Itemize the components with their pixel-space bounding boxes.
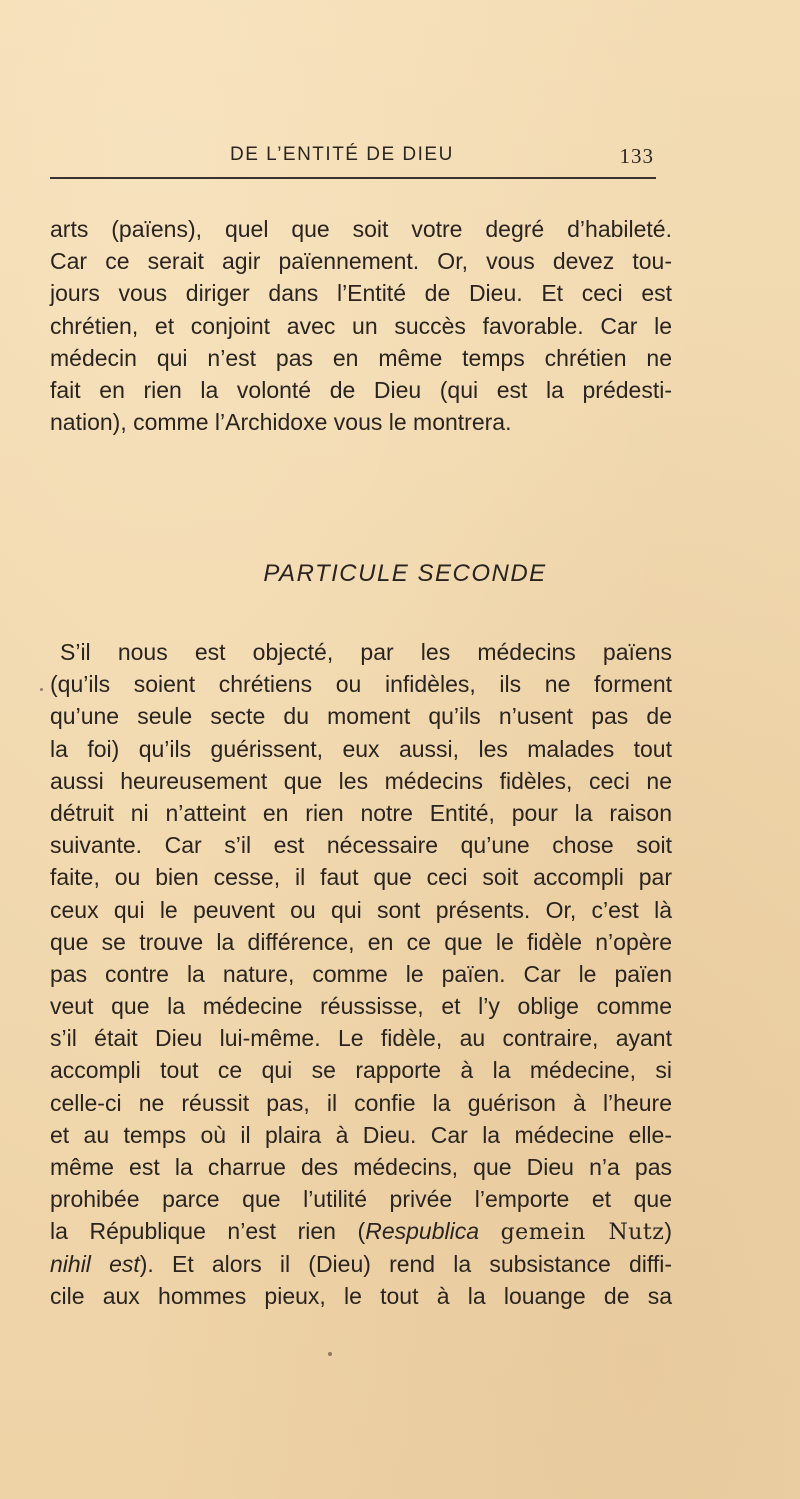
text-line-mixed <box>50 1248 672 1280</box>
paragraph-continued <box>50 213 672 438</box>
running-head <box>50 140 656 180</box>
ink-speck <box>328 1352 332 1356</box>
text-segment: ). Et alors il (Dieu) rend la subsistance diffi- <box>139 1250 672 1277</box>
text-line: médecin qui n’est pas en même temps chrétien ne <box>50 344 672 371</box>
text-line: arts (païens), quel que soit votre degré d’habileté. <box>50 216 672 242</box>
german-gothic-term: gemein Nutz <box>500 1220 665 1246</box>
text-line: détruit ni n’atteint en rien notre Entité, pour la raison <box>50 799 672 826</box>
text-line: pas contre la nature, comme le païen. Car le païen <box>50 960 672 987</box>
text-line: ceux qui le peuvent ou qui sont présents. Or, c’est là <box>50 896 672 923</box>
text-line: jours vous diriger dans l’Entité de Dieu. Et ceci est <box>50 280 672 307</box>
page-number: 133 <box>619 144 654 168</box>
text-segment: la République n’est rien ( <box>50 1218 366 1245</box>
text-line: prohibée parce que l’utilité privée l’emporte et que <box>50 1186 672 1213</box>
text-line: Car ce serait agir païennement. Or, vous devez tou- <box>50 248 672 275</box>
paragraph-section <box>50 636 672 1312</box>
text-line: qu’une seule secte du moment qu’ils n’usent pas de <box>50 703 672 730</box>
text-line: que se trouve la différence, en ce que le fidèle n’opère <box>50 928 672 955</box>
text-line: S’il nous est objecté, par les médecins païens <box>60 639 672 665</box>
ink-speck <box>40 688 43 691</box>
text-line: la foi) qu’ils guérissent, eux aussi, les malades tout <box>50 735 672 762</box>
text-line: cile aux hommes pieux, le tout à la louange de sa <box>50 1282 672 1309</box>
text-line: (qu’ils soient chrétiens ou infidèles, ils ne forment <box>50 671 672 698</box>
text-line: fait en rien la volonté de Dieu (qui est la prédesti- <box>50 376 672 403</box>
text-line: celle-ci ne réussit pas, il confie la guérison à l’heure <box>50 1089 672 1116</box>
text-line: suivante. Car s’il est nécessaire qu’une chose soit <box>50 832 672 859</box>
text-line-mixed <box>50 1215 672 1247</box>
text-line: veut que la médecine réussisse, et l’y oblige comme <box>50 993 672 1020</box>
latin-term: nihil est <box>50 1250 140 1277</box>
text-line: s’il était Dieu lui-même. Le fidèle, au contraire, ayant <box>50 1025 672 1052</box>
section-title: PARTICULE SECONDE <box>263 560 547 587</box>
text-line: même est la charrue des médecins, que Dieu n’a pas <box>50 1154 672 1180</box>
text-line: et au temps où il plaira à Dieu. Car la médecine elle- <box>50 1121 672 1148</box>
header-rule <box>50 177 656 179</box>
text-line: chrétien, et conjoint avec un succès favorable. Car le <box>50 312 672 339</box>
text-line: aussi heureusement que les médecins fidèles, ceci ne <box>50 767 672 794</box>
running-title: DE L’ENTITÉ DE DIEU <box>230 144 454 165</box>
text-line: accompli tout ce qui se rapporte à la médecine, si <box>50 1057 672 1084</box>
text-line: nation), comme l’Archidoxe vous le montrera. <box>50 409 512 436</box>
text-line: faite, ou bien cesse, il faut que ceci soit accompli par <box>50 864 672 891</box>
latin-term: Respublica <box>365 1218 479 1245</box>
text-segment: ) <box>664 1218 672 1245</box>
